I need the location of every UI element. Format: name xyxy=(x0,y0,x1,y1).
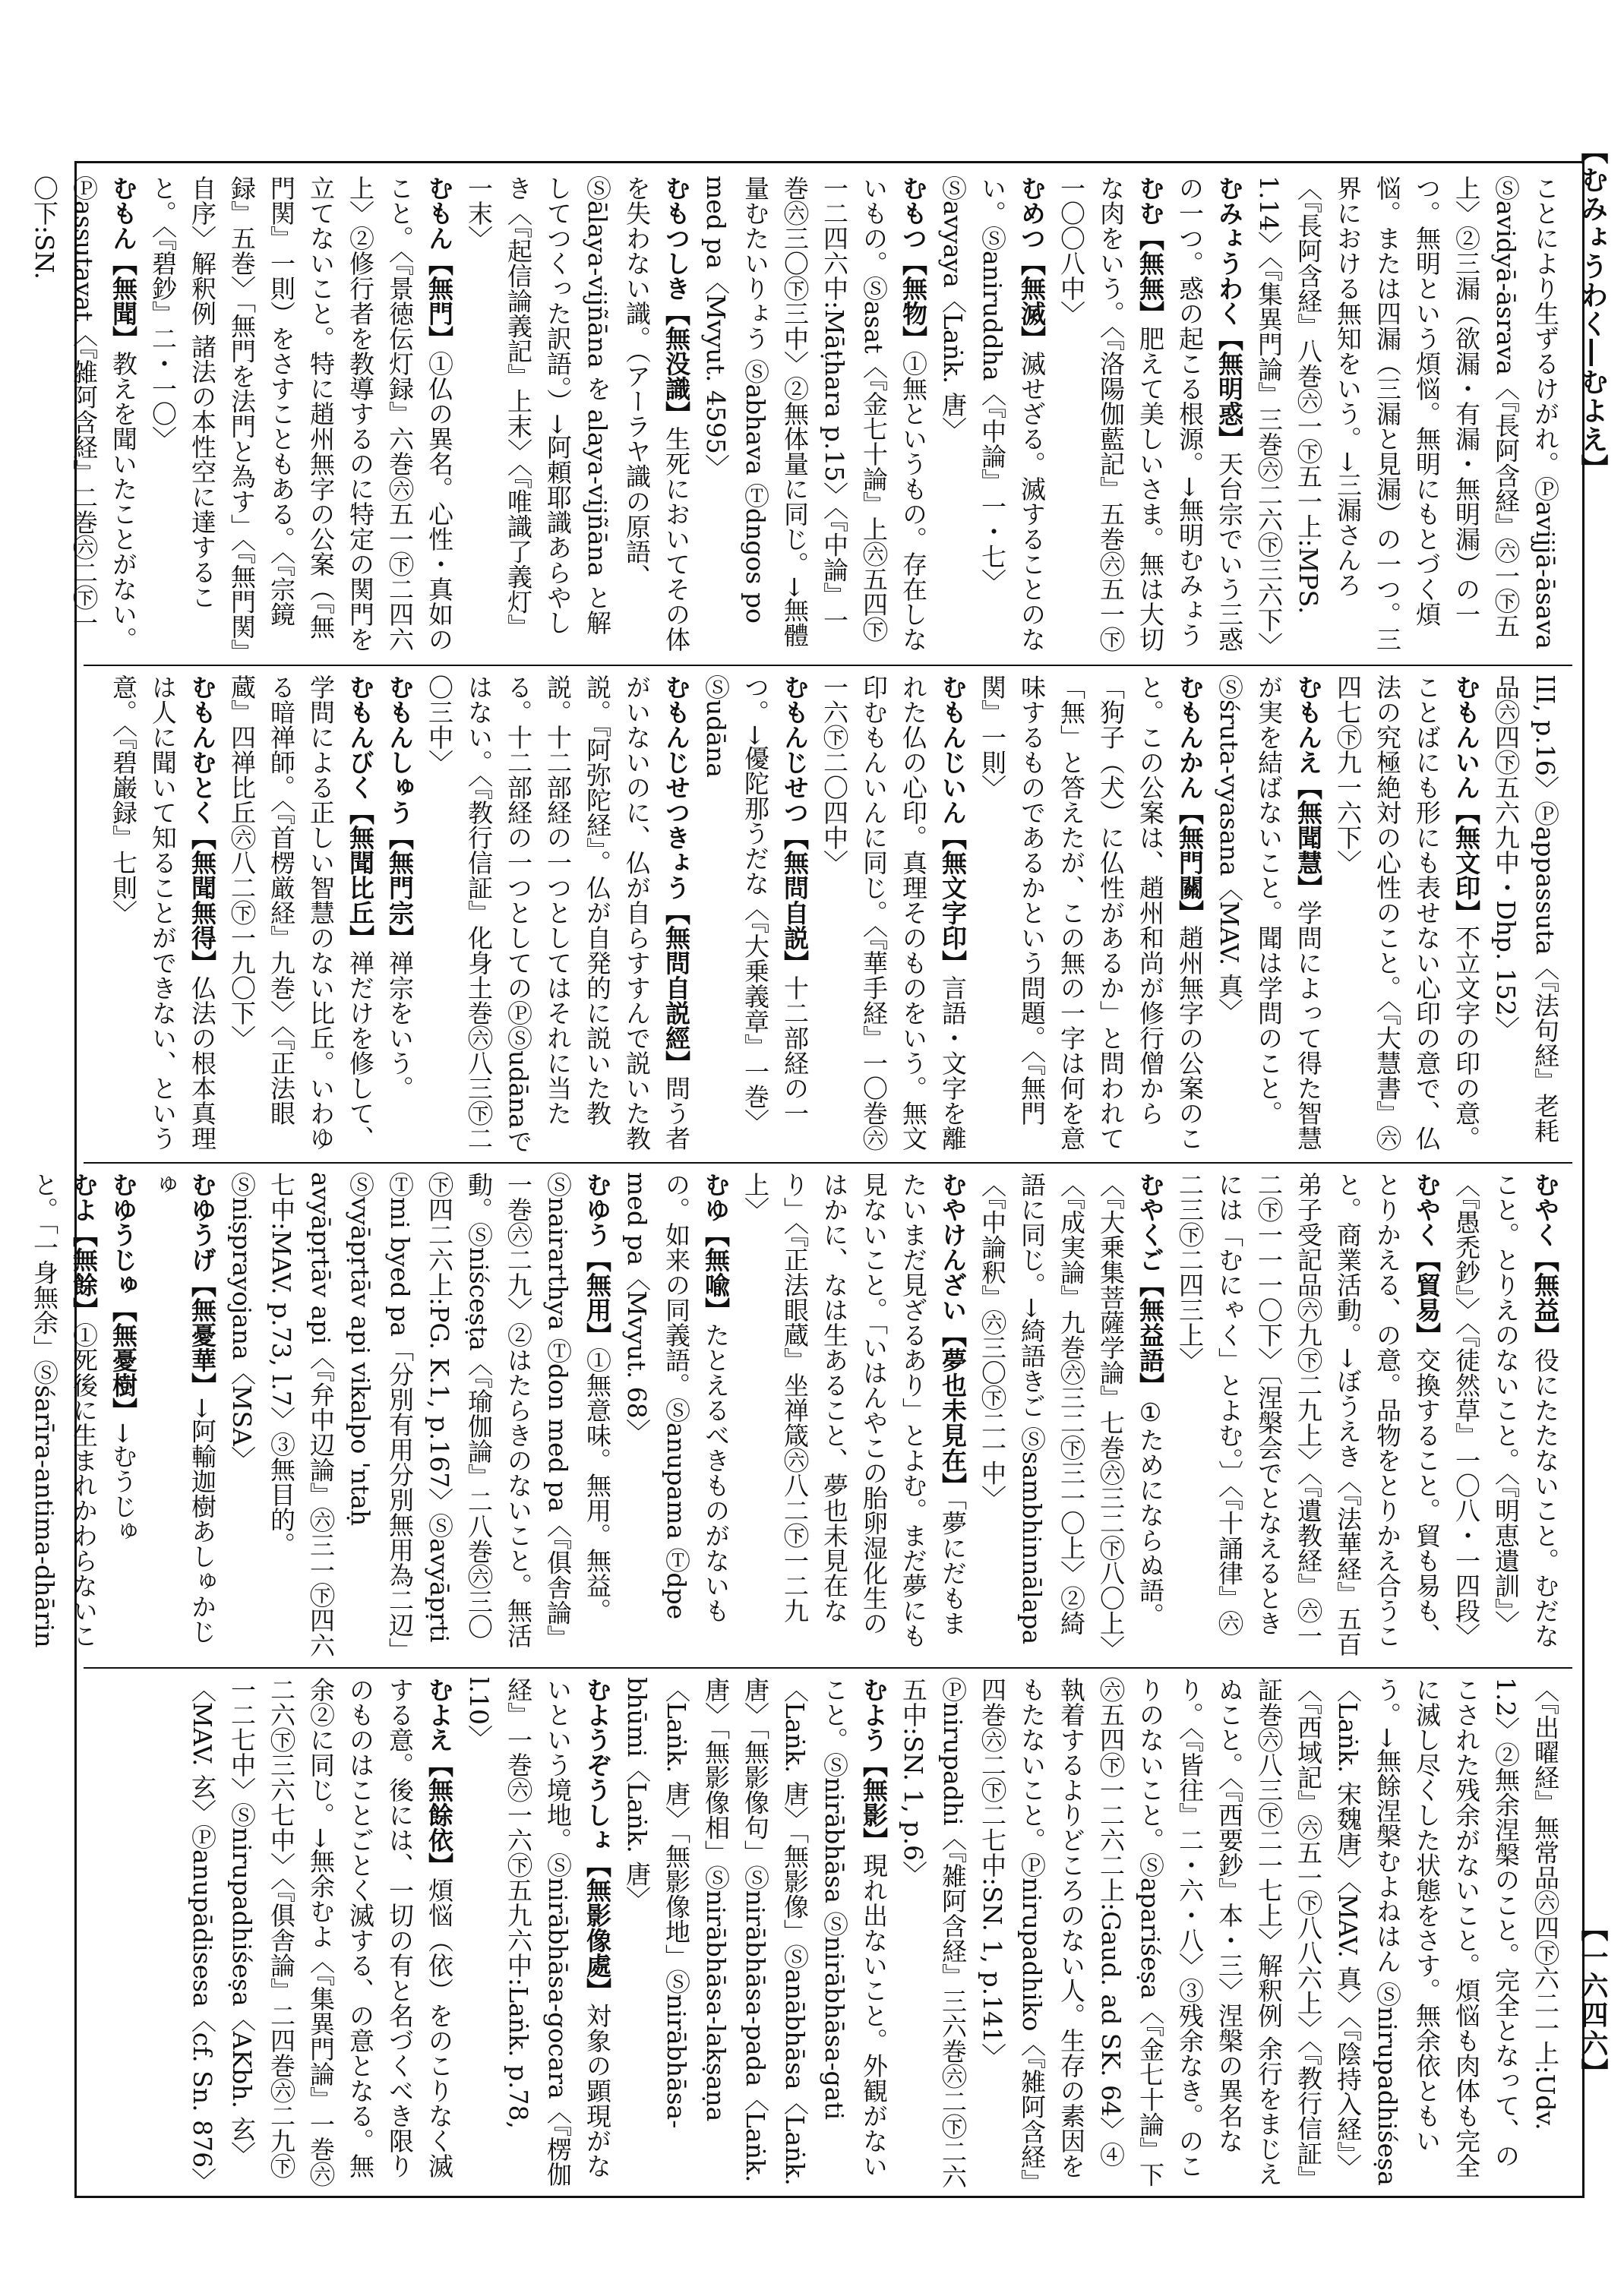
entry xyxy=(103,674,222,1154)
entry xyxy=(617,1172,735,1659)
headword: むやくご【無益語】 xyxy=(1136,1172,1165,1398)
headword: むやく【貿易】 xyxy=(1412,1172,1442,1347)
entry xyxy=(696,674,814,1154)
headword: むもんかん【無門關】 xyxy=(1175,674,1205,925)
entry xyxy=(617,1677,893,2190)
entry-text: ①仏の異名。心性・真如のこと。〈『景徳伝灯録』六巻㊅五一㊦二四六上〉②修行者を教導するのに特定の関門を立てないこと。特に趙州無字の公案（『無門関』一則）をさすこともある。〈『宗鏡録』五巻〉「無門を法門と為す」〈『無門関』自序〉解釈例 諸法の本性空に達すること。〈『碧鈔』二・一〇〉 xyxy=(148,175,454,652)
entry-text: 問う者がいないのに、仏が自らすすんで説いた教説。『阿弥陀経』。仏が自発的に説いた教説。十二部経の一つとしてはそれに当たる。十二部経の一つとしてのⓅⓈudānaではない。〈『教行信証』化身土巻㊅八三㊦二〇三中〉 xyxy=(425,674,691,1154)
headword: むよえ【無餘依】 xyxy=(425,1677,454,1878)
headword: むゆうじゅ【無憂樹】 xyxy=(109,1172,138,1423)
entry-text: ことにより生ずるけがれ。Ⓟavijjā-āsava Ⓢavidyā-āsrava〈『長阿含経』㊅一㊦五上〉②三漏（欲漏・有漏・無明漏）の一つ。無明という煩悩。無明にもとづく煩悩。または四漏（三漏と見漏）の一つ。三界における無知をいう。→三漏さんろ〈『長阿含経』八巻㊅一㊦五一上:MPS. 1.14〉〈『集異門論』三巻㊅二六㊦三六下〉 xyxy=(1254,175,1560,658)
headword: むやく【無益】 xyxy=(1531,1172,1560,1347)
entry xyxy=(1249,175,1565,656)
tier-divider xyxy=(84,665,1572,666)
entry xyxy=(735,1172,972,1659)
tier-1 xyxy=(30,171,1565,661)
headword: むやけんざい【夢也未見在】 xyxy=(938,1172,968,1498)
tier-4 xyxy=(91,1672,1565,2195)
headword: むもんえ【無聞慧】 xyxy=(1294,674,1323,900)
entry-text: 煩悩（依）をのこりなく滅する意。後には、一切の有と名づくべき限りのものはことごとく滅する、の意となる。無余②に同じ。→無余むよ〈『集異門論』一巻㊅二六㊦三六七中〉〈『俱舎論』二四巻㊅二九㊦一二七中〉Ⓢnirupadhiśeṣa〈AKbh. 玄〉〈MAV. 玄〉Ⓟanupādisesa〈cf. Sn. 876〉 xyxy=(188,1677,454,2193)
entry xyxy=(103,1172,143,1659)
entry-text: 現れ出ないこと。外観がないこと。Ⓢnirābhāsa Ⓢnirābhāsa-gati〈Laṅk. 唐〉「無影像」Ⓢanābhāsa〈Laṅk. 唐〉「無影像句」Ⓢnirābhāsa-pada〈Laṅk. 唐〉「無影像相」Ⓢnirābhāsa-lakṣaṇa〈Laṅk. 唐〉「無影像地」Ⓢnirābhāsa-bhūmi〈Laṅk. 唐〉 xyxy=(622,1677,889,2186)
entry-text: 禅宗をいう。 xyxy=(385,950,415,1101)
entry xyxy=(893,1677,1565,2190)
headword: むもん【無聞】 xyxy=(109,175,138,351)
tier-divider xyxy=(84,1162,1572,1164)
entry-text: 交換すること。貿も易も、とりかえる、の意。品物をとりかえ合うこと。商業活動。→ぼうえき〈『法華経』五百弟子受記品㊅九㊦二九上〉〈『遺教経』㊅一二㊦一一一〇下〉〔涅槃会でとなえるときには「むにゃく」とよむ。〕〈『十誦律』㊅二三㊦二四三上〉 xyxy=(1175,1172,1442,1657)
headword: むもん【無門】 xyxy=(425,175,454,351)
entry-text: 肥えて美しいさま。無は大切な肉をいう。〈『洛陽伽藍記』五巻㊅五一㊦一〇〇八中〉 xyxy=(1057,175,1165,652)
entry-text: →むうじゅ xyxy=(109,1423,138,1544)
entry-text: ①ためにならぬ語。〈『大乗集菩薩学論』七巻㊅三二㊦八〇上〉〈『成実論』九巻㊅三二㊦三一〇上〉②綺語に同じ。→綺語きご Ⓢsambhinnālapa〈『中論釈』㊅三〇㊦二一中〉 xyxy=(978,1172,1165,1648)
entry-text: 天台宗でいう三惑の一つ。惑の起こる根源。→無明むみょう xyxy=(1175,175,1244,652)
entry xyxy=(814,674,972,1154)
entry-text: 「夢にだもまたいまだ見ざるあり」とよむ。まだ夢にも見ないこと。「いはんやこの胎卵湿化生のはかに、なは生あること、夢也未見在なり」〈『正法眼蔵』坐禅箴㊅八二㊦一二九上〉 xyxy=(741,1172,968,1648)
entry-text: 生死においてその体を失わない識。（アーラヤ識の原語、Ⓢālaya-vijñāna を alaya-vijñāna と解してつくった訳語。）→阿頼耶識あらやしき〈『起信論義記』上末〉〈『唯識了義灯』一末〉 xyxy=(464,175,691,652)
headword: むよ【無餘】 xyxy=(69,1172,99,1322)
entry xyxy=(459,1677,617,2190)
headword: むもつ【無物】 xyxy=(899,175,928,351)
entry xyxy=(972,1172,1170,1659)
headword: むめつ【無滅】 xyxy=(1017,175,1047,351)
entry-text: 教えを聞いたことがない。Ⓟassutavat〈『雑阿含経』二巻㊅二㊦一〇下:SN. xyxy=(30,175,138,652)
headword: むもんびく【無聞比丘】 xyxy=(346,674,375,950)
entry-text: 十二部経の一つ。→優陀那うだな〈『大乗義章』一巻〉Ⓢudāna xyxy=(701,674,810,1135)
entry xyxy=(222,674,380,1154)
entry xyxy=(696,175,933,656)
entry-text: 滅せざる。滅することのない。Ⓢaniruddha〈『中論』一・七〉Ⓢavyaya〈Laṅk. 唐〉 xyxy=(938,175,1047,652)
page-number: 【一六四六】 xyxy=(1577,1914,1608,2087)
entry xyxy=(380,674,419,1154)
entry xyxy=(143,175,459,656)
entry xyxy=(1446,1172,1565,1659)
entry xyxy=(459,175,696,656)
entry-text: 仏法の根本真理は人に聞いて知ることができない、という意。〈『碧巌録』七則〉 xyxy=(109,674,217,1151)
tier-3 xyxy=(30,1167,1565,1663)
entry xyxy=(182,1677,459,2193)
headword: むよう【無影】 xyxy=(859,1677,889,1852)
entry-text: ①無というもの。存在しないもの。Ⓢasat〈『金七十論』上㊅五四㊦一二四六中:Māṭhara p.15〉〈『中論』一巻㊅三〇㊦三中〉②無体量に同じ。→無體量むたいりょう Ⓢabhava Ⓣdngos po med pa〈Mvyut. 4595〉 xyxy=(701,175,928,652)
headword: むゆう【無用】 xyxy=(583,1172,612,1347)
headword: むゆうげ【無憂華】 xyxy=(188,1172,217,1398)
tier-2 xyxy=(91,670,1565,1158)
entry-text: 言語・文字を離れた仏の心印。真理そのものをいう。無文印むもんいんに同じ。〈『華手経』一〇巻㊅一六㊦二〇四中〉 xyxy=(820,674,968,1151)
entry-text: たとえるべきものがないもの。如来の同義語。Ⓢanupama Ⓣdpe med pa〈Mvyut. 68〉 xyxy=(622,1172,731,1623)
headword: むゆ【無喩】 xyxy=(701,1172,731,1322)
entry-text: 〈『出曜経』無常品㊅四㊦六二一上:Udv. 1.2〉②無余涅槃のこと。完全となって、のこされた残余がないこと。煩悩も肉体も完全に滅し尽くした状態をさす。無余依ともいう。→無餘涅槃むよねはん Ⓢnirupadhiśeṣa〈Laṅk. 宋魏唐〉〈MAV. 真〉〈『陰持入経』〉〈『西域記』㊅五一㊦八八六上〉〈『教行信証』証巻㊅八三㊦二一七上〉解釈例 余行をまじえぬこと。〈『西要鈔』本・三〉涅槃の異名なり。〈『皆往』二・六・八〉③残余なき。のこりのないこと。Ⓢapariśeṣa〈『金七十論』下㊅五四㊦一二六二上:Gaud. ad SK. 64〉④執着するよりどころのない人。生存の素因をもたないこと。Ⓟnirupadhiko〈『雑阿含経』四巻㊅二㊦二七中:SN. 1, p.141〉Ⓟnirupadhi〈『雑阿含経』三六巻㊅二㊦二六五中:SN. 1, p.6〉 xyxy=(899,1677,1560,2190)
headword: むもんじいん【無文字印】 xyxy=(938,674,968,975)
entry-text: 対象の顕現がないという境地。Ⓢnirābhāsa-gocara〈『楞伽経』一巻㊅一六㊦五九六中:Laṅk. p.78, l.10〉 xyxy=(464,1677,612,2187)
entry-text: 不立文字の印の意。ことばにも形にも表せない心印の意で、仏法の究極絶対の心性のこと。〈『大慧書』㊅四七㊦九一六下〉 xyxy=(1333,674,1481,1151)
headword: むみょうわく【無明惑】 xyxy=(1215,175,1244,451)
tier-divider xyxy=(84,1667,1572,1669)
entry xyxy=(24,1172,103,1659)
entry xyxy=(1328,674,1486,1154)
entry xyxy=(143,1172,222,1659)
entry xyxy=(24,175,143,656)
entry-text: ①無意味。無用。無益。Ⓢnairarthya Ⓣdon med pa〈『俱舎論』一巻㊅二九〉②はたらきのないこと。無活動。Ⓢniśceṣṭa〈『瑜伽論』二八巻㊅三〇㊦四二六上:PG. K.1, p.167〉Ⓢavyāpṛti Ⓣmi byed pa「分別有用分別無用為二辺」Ⓢvyāpṛtāv api vikalpo 'ntaḥ avyāpṛtāv api〈『弁中辺論』㊅三一㊦四六七中:MAV. p.73, l.7〉③無目的。Ⓢniṣprayojana〈MSA〉 xyxy=(227,1172,612,1658)
headword: むもんしゅう【無門宗】 xyxy=(385,674,415,950)
entry-text: 学問によって得た智慧が実を結ばないこと。聞は学問のこと。Ⓢśruta-vyasana〈MAV. 真〉 xyxy=(1215,674,1323,1151)
headword: むもんむとく【無聞無得】 xyxy=(188,674,217,975)
entry xyxy=(1170,175,1249,656)
headword: むもつしき【無没識】 xyxy=(662,175,691,426)
headword: むもんじせつ【無問自説】 xyxy=(780,674,810,975)
entry-text: 趙州無字の公案のこと。この公案は、趙州和尚が修行僧から「狗子（犬）に仏性があるか」と問われて「無」と答えたが、この無の一字は何を意味するものであるかという問題。〈『無門関』一則〉 xyxy=(978,674,1205,1151)
headword: むもんじせつきょう【無問自説經】 xyxy=(662,674,691,1075)
entry-text: 役にたたないこと。むだなこと。とりえのないこと。〈『明恵遺訓』〉〈『愚禿鈔』〉〈『徒然草』一〇八・一四段〉 xyxy=(1452,1172,1560,1648)
entry-text: 禅だけを修して、学問による正しい智慧のない比丘。いわゆる暗禅師。〈『首楞厳経』九巻〉〈『正法眼蔵』四禅比丘㊅八二㊦一九〇下〉 xyxy=(227,674,375,1151)
entry xyxy=(1051,175,1170,656)
entry-text: III, p.16〉Ⓟappassuta〈『法句経』老耗品㊅四㊦五六九中・Dhp. 152〉 xyxy=(1491,674,1560,1143)
entry xyxy=(1170,1172,1446,1659)
headword: むもんいん【無文印】 xyxy=(1452,674,1481,925)
headword: むようぞうしょ【無影像處】 xyxy=(583,1677,612,2003)
entry xyxy=(1209,674,1328,1154)
entry xyxy=(972,674,1209,1154)
entry xyxy=(933,175,1051,656)
headword: むむ【無無】 xyxy=(1136,175,1165,326)
entry xyxy=(222,1172,617,1659)
entry-text: →阿輸迦樹あしゅかじゅ xyxy=(148,1172,217,1644)
entry xyxy=(419,674,696,1154)
running-header: 【むみょうわく―むよえ】 xyxy=(1577,137,1608,483)
entry-text: ①死後に生まれかわらないこと。「一身無余」Ⓢśarīra-antima-dhārin xyxy=(30,1172,99,1648)
entry xyxy=(1486,674,1565,1154)
